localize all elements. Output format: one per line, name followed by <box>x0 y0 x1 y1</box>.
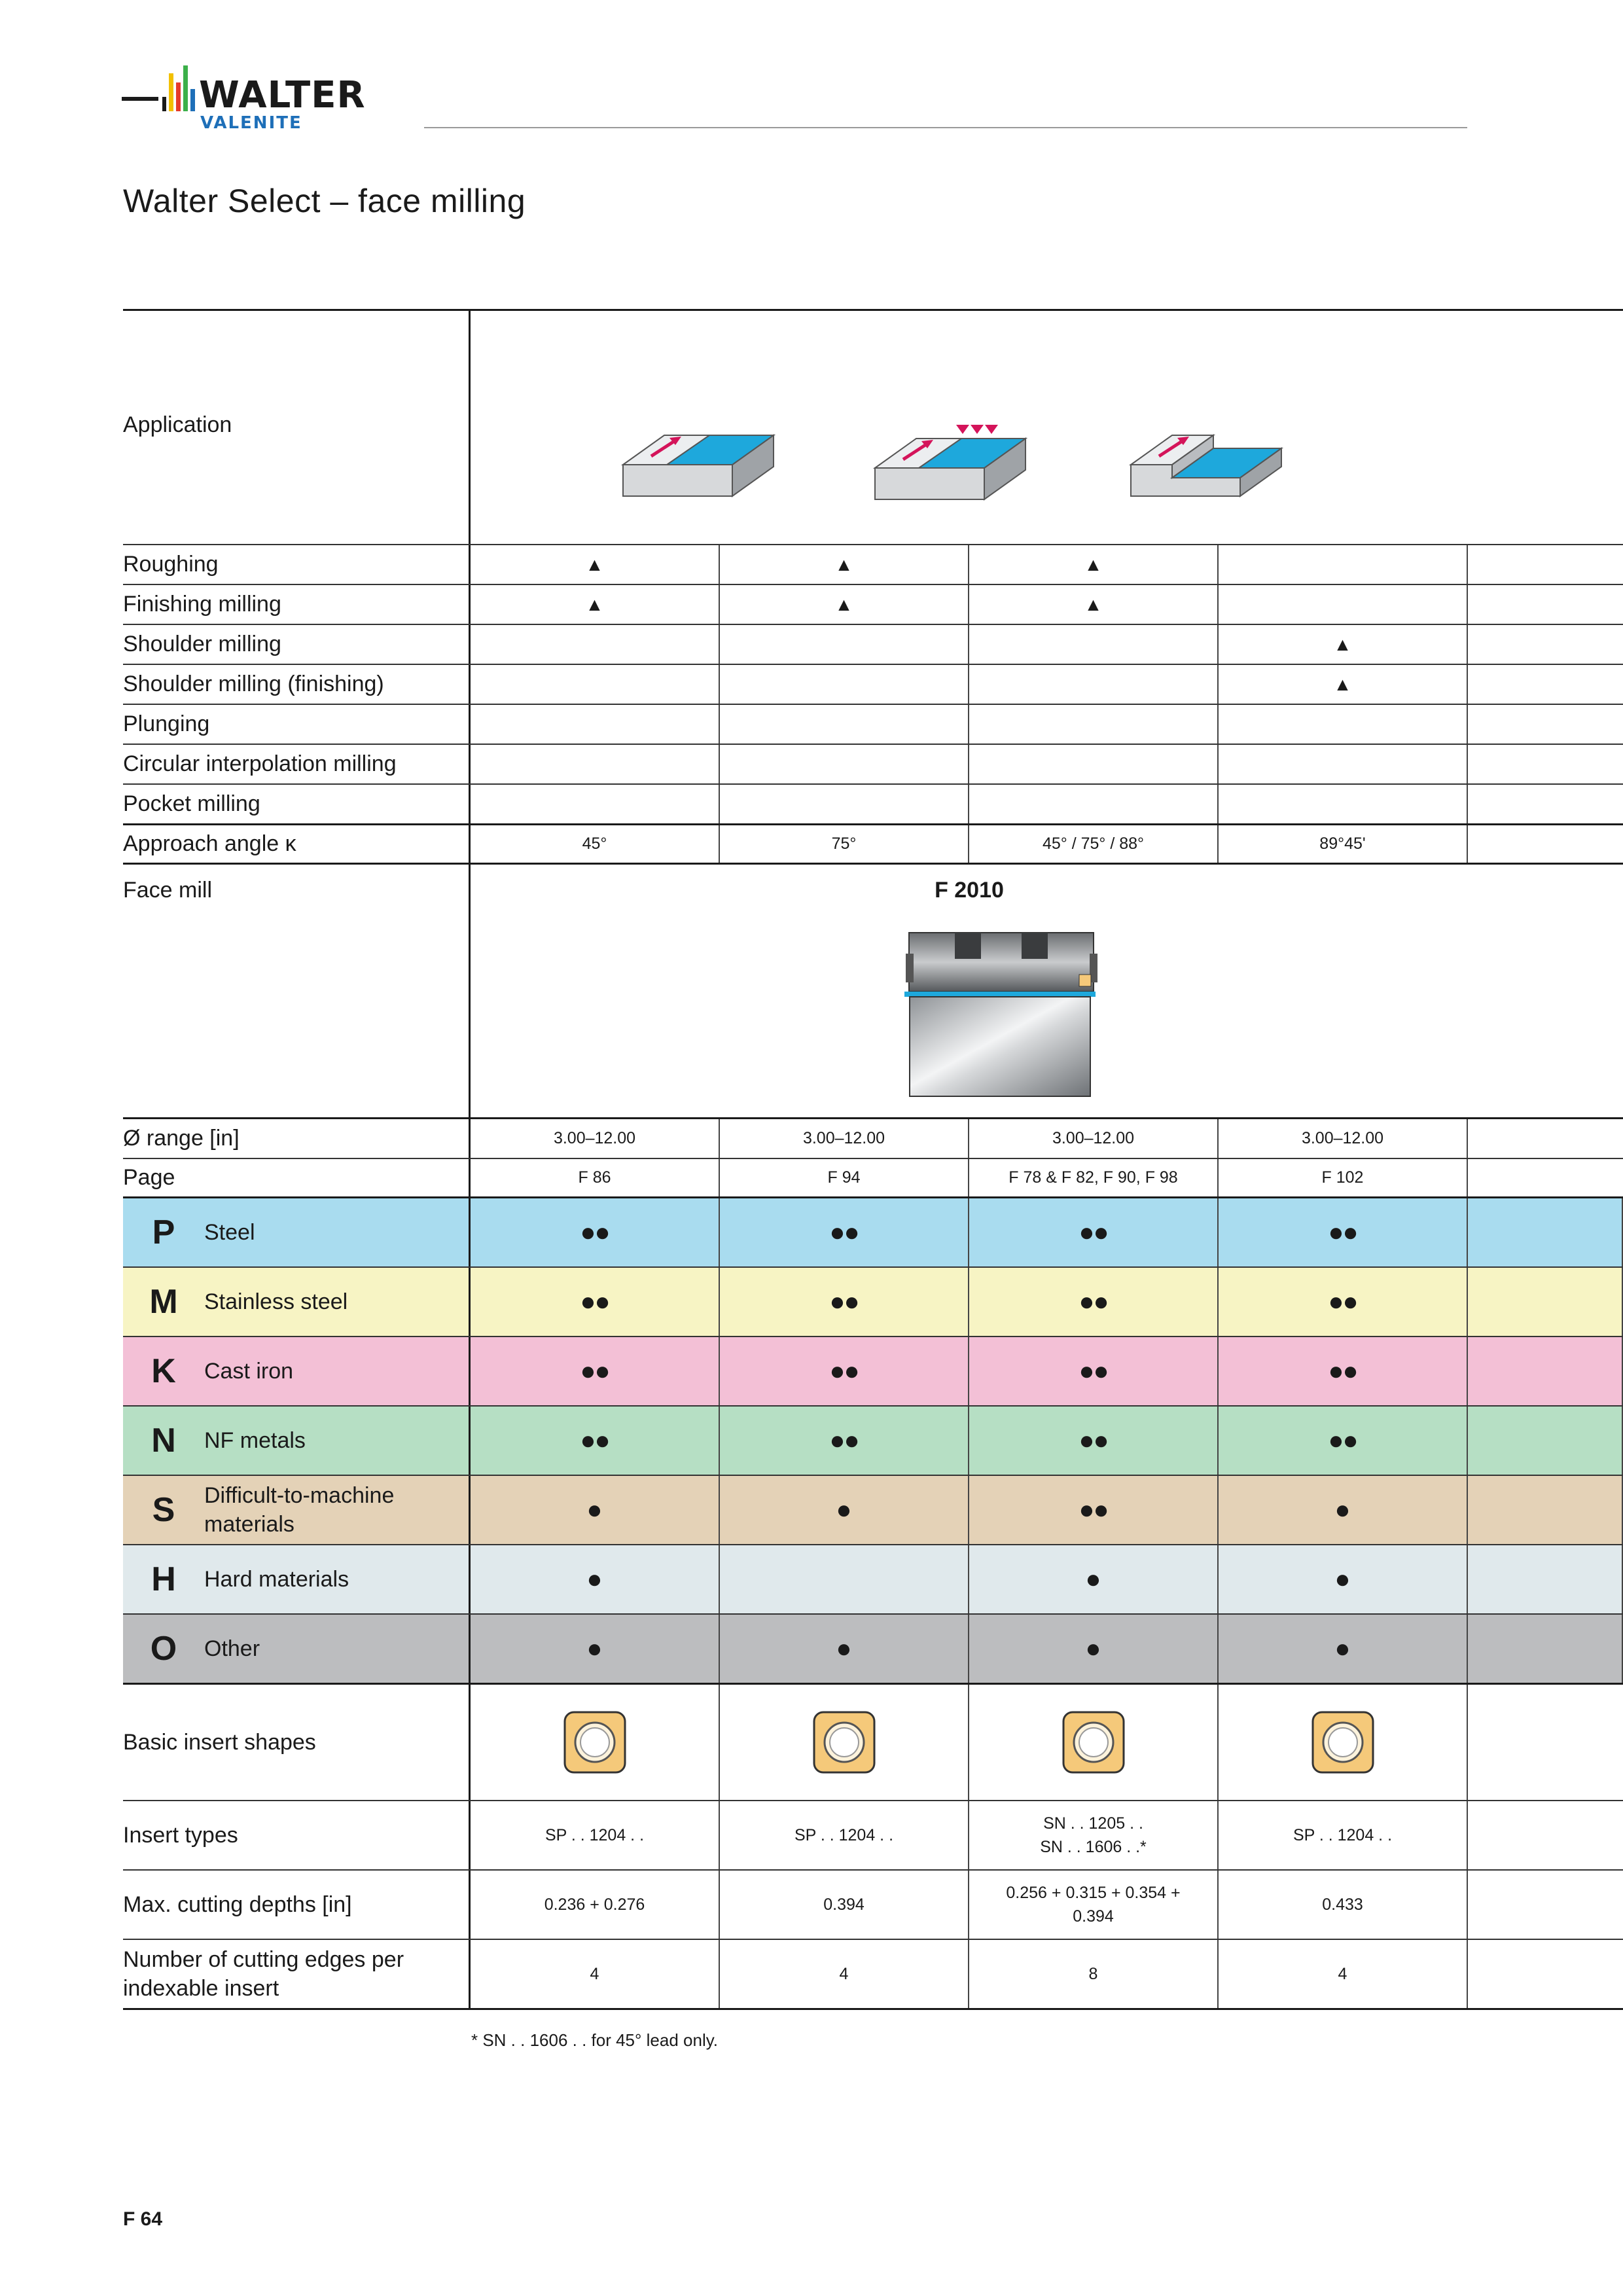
cutting-edges-row <box>123 1939 1623 2010</box>
shoulder-mark: ▲ <box>1219 625 1468 664</box>
suitability-mark <box>720 1545 969 1613</box>
insert-shape-cell <box>1219 1685 1468 1800</box>
iso-letter: K <box>151 1352 176 1390</box>
walter-valenite-logo <box>122 60 397 132</box>
suitability-mark: ● <box>471 1615 720 1683</box>
empty-cell <box>1468 785 1623 823</box>
page-ref-value: F 102 <box>1219 1159 1468 1196</box>
range-value: 3.00–12.00 <box>1219 1119 1468 1158</box>
insert-shape-cell <box>720 1685 969 1800</box>
plunging-row <box>123 704 1623 744</box>
suitability-mark: ●● <box>969 1476 1219 1544</box>
finishing-label: Finishing milling <box>123 585 471 624</box>
suitability-mark: ●● <box>720 1407 969 1475</box>
material-label <box>123 1545 471 1613</box>
shoulder-mark <box>720 625 969 664</box>
circular-label: Circular interpolation milling <box>123 745 471 783</box>
empty-cell <box>1219 745 1468 783</box>
suitability-mark: ●● <box>969 1337 1219 1405</box>
approach-angle-value: 89°45' <box>1219 825 1468 863</box>
suitability-mark: ● <box>471 1545 720 1613</box>
insert-types-label: Insert types <box>123 1801 471 1869</box>
page-ref-row <box>123 1158 1623 1196</box>
empty-cell <box>1468 545 1623 584</box>
cutting-edges-label <box>123 1940 471 2008</box>
max-depth-value: 0.394 <box>720 1871 969 1939</box>
suitability-mark: ●● <box>1219 1407 1468 1475</box>
iso-letter: P <box>152 1213 175 1251</box>
empty-cell <box>1468 1940 1623 2008</box>
application-illustrations <box>471 311 1623 544</box>
insert-shapes-label: Basic insert shapes <box>123 1685 471 1800</box>
shoulder-finishing-row <box>123 664 1623 704</box>
material-label <box>123 1476 471 1544</box>
insert-type-value: SP . . 1204 . . <box>471 1801 720 1869</box>
empty-cell <box>1468 745 1623 783</box>
shoulder-finishing-label: Shoulder milling (finishing) <box>123 665 471 704</box>
cutting-edges-value: 4 <box>720 1940 969 2008</box>
material-name: Steel <box>204 1220 255 1245</box>
application-row <box>123 309 1623 544</box>
finishing-mark: ▲ <box>969 585 1219 624</box>
empty-cell <box>969 785 1219 823</box>
max-depth-value: 0.236 + 0.276 <box>471 1871 720 1939</box>
workpiece-2-icon <box>875 425 1026 499</box>
cutting-edges-value: 4 <box>471 1940 720 2008</box>
page-ref-value: F 94 <box>720 1159 969 1196</box>
shoulder-mark <box>969 625 1219 664</box>
finishing-row <box>123 584 1623 624</box>
material-label <box>123 1615 471 1683</box>
iso-letter: O <box>150 1630 177 1668</box>
svg-text:WALTER: WALTER <box>199 74 366 117</box>
material-row-k <box>123 1336 1623 1405</box>
iso-letter: H <box>151 1560 176 1598</box>
empty-cell <box>1468 1119 1623 1158</box>
material-name: Hard materials <box>204 1567 349 1592</box>
range-label: Ø range [in] <box>123 1119 471 1158</box>
empty-cell <box>720 785 969 823</box>
material-row-p <box>123 1196 1623 1266</box>
material-row-o <box>123 1613 1623 1683</box>
selection-table <box>123 309 1623 2010</box>
suitability-mark: ● <box>720 1476 969 1544</box>
face-mill-row <box>123 863 1623 1117</box>
page-number: F 64 <box>123 2208 163 2230</box>
material-row-s <box>123 1475 1623 1544</box>
suitability-mark: ● <box>1219 1476 1468 1544</box>
max-depth-cell <box>969 1871 1219 1939</box>
max-depth-row <box>123 1869 1623 1939</box>
empty-cell <box>1468 1407 1623 1475</box>
material-name: Difficult-to-machine <box>204 1483 395 1508</box>
iso-letter: N <box>151 1422 176 1460</box>
insert-type-value: SN . . 1205 . . <box>1043 1814 1143 1833</box>
empty-cell <box>720 705 969 744</box>
range-value: 3.00–12.00 <box>471 1119 720 1158</box>
empty-cell <box>1219 785 1468 823</box>
empty-cell <box>1468 665 1623 704</box>
max-depth-value: 0.433 <box>1219 1871 1468 1939</box>
pocket-label: Pocket milling <box>123 785 471 823</box>
square-insert-icon <box>1061 1710 1126 1775</box>
empty-cell <box>1468 1268 1623 1336</box>
tool-name: F 2010 <box>935 878 1004 903</box>
suitability-mark: ●● <box>471 1337 720 1405</box>
empty-cell <box>720 745 969 783</box>
application-label: Application <box>123 311 471 544</box>
pocket-row <box>123 783 1623 823</box>
header-rule <box>424 127 1467 128</box>
empty-cell <box>1468 1159 1623 1196</box>
empty-cell <box>969 705 1219 744</box>
material-name-continued: materials <box>204 1512 294 1537</box>
empty-cell <box>1468 1801 1623 1869</box>
material-name: Stainless steel <box>204 1289 348 1314</box>
iso-letter: M <box>149 1283 178 1321</box>
range-value: 3.00–12.00 <box>969 1119 1219 1158</box>
empty-cell <box>471 745 720 783</box>
workpiece-3-icon <box>1131 435 1281 496</box>
empty-cell <box>1468 1198 1623 1266</box>
material-row-h <box>123 1544 1623 1613</box>
empty-cell <box>471 705 720 744</box>
suitability-mark: ● <box>720 1615 969 1683</box>
suitability-mark: ●● <box>720 1337 969 1405</box>
material-name: Cast iron <box>204 1359 294 1384</box>
roughing-mark: ▲ <box>720 545 969 584</box>
empty-cell <box>969 745 1219 783</box>
approach-angle-value: 75° <box>720 825 969 863</box>
shoulder-mark <box>471 625 720 664</box>
suitability-mark: ●● <box>1219 1198 1468 1266</box>
insert-type-value: SN . . 1606 . .* <box>1040 1838 1147 1856</box>
square-insert-icon <box>1310 1710 1376 1775</box>
approach-angle-row <box>123 823 1623 863</box>
cutting-edges-value: 8 <box>969 1940 1219 2008</box>
page-ref-label: Page <box>123 1159 471 1196</box>
empty-cell <box>1468 825 1623 863</box>
suitability-mark: ●● <box>720 1268 969 1336</box>
finishing-mark: ▲ <box>720 585 969 624</box>
material-name: NF metals <box>204 1428 306 1453</box>
approach-angle-label: Approach angle κ <box>123 825 471 863</box>
face-mill-label: Face mill <box>123 865 471 1117</box>
page-ref-value: F 86 <box>471 1159 720 1196</box>
suitability-mark: ●● <box>471 1268 720 1336</box>
page-ref-value: F 78 & F 82, F 90, F 98 <box>969 1159 1219 1196</box>
suitability-mark: ●● <box>1219 1268 1468 1336</box>
footnote: * SN . . 1606 . . for 45° lead only. <box>471 2030 719 2050</box>
insert-shape-cell <box>471 1685 720 1800</box>
suitability-mark: ● <box>471 1476 720 1544</box>
suitability-mark: ● <box>969 1615 1219 1683</box>
shoulder-finishing-mark: ▲ <box>1219 665 1468 704</box>
insert-shape-cell <box>969 1685 1219 1800</box>
roughing-mark: ▲ <box>969 545 1219 584</box>
shoulder-label: Shoulder milling <box>123 625 471 664</box>
finishing-mark <box>1219 585 1468 624</box>
empty-cell <box>1468 1476 1623 1544</box>
plunging-label: Plunging <box>123 705 471 744</box>
approach-angle-value: 45° <box>471 825 720 863</box>
empty-cell <box>1468 705 1623 744</box>
empty-cell <box>1468 1685 1623 1800</box>
square-insert-icon <box>812 1710 877 1775</box>
shoulder-row <box>123 624 1623 664</box>
iso-letter: S <box>152 1491 175 1529</box>
suitability-mark: ●● <box>471 1198 720 1266</box>
empty-cell <box>1468 585 1623 624</box>
shoulder-finishing-mark <box>471 665 720 704</box>
material-row-n <box>123 1405 1623 1475</box>
max-depth-value: 0.256 + 0.315 + 0.354 + <box>1006 1884 1181 1902</box>
cut-surface <box>904 992 1096 997</box>
cutting-edges-label-line2: indexable insert <box>123 1976 279 2001</box>
svg-text:VALENITE: VALENITE <box>200 113 302 132</box>
insert-shapes-row <box>123 1683 1623 1800</box>
material-label <box>123 1407 471 1475</box>
square-insert-icon <box>562 1710 628 1775</box>
empty-cell <box>1468 1615 1623 1683</box>
approach-angle-value: 45° / 75° / 88° <box>969 825 1219 863</box>
roughing-row <box>123 544 1623 584</box>
shoulder-finishing-mark <box>969 665 1219 704</box>
face-mill-illustration <box>471 865 1623 1117</box>
insert-type-value: SP . . 1204 . . <box>1219 1801 1468 1869</box>
material-name: Other <box>204 1636 260 1661</box>
face-mill-cutter-icon <box>906 933 1097 992</box>
finishing-mark: ▲ <box>471 585 720 624</box>
material-label <box>123 1198 471 1266</box>
material-label <box>123 1337 471 1405</box>
max-depth-value: 0.394 <box>1073 1907 1114 1926</box>
range-row <box>123 1117 1623 1158</box>
material-row-m <box>123 1266 1623 1336</box>
suitability-mark: ● <box>969 1545 1219 1613</box>
page-title: Walter Select – face milling <box>123 183 526 219</box>
suitability-mark: ●● <box>969 1407 1219 1475</box>
suitability-mark: ●● <box>720 1198 969 1266</box>
cutting-edges-value: 4 <box>1219 1940 1468 2008</box>
suitability-mark: ●● <box>969 1198 1219 1266</box>
empty-cell <box>471 785 720 823</box>
max-depth-label: Max. cutting depths [in] <box>123 1871 471 1939</box>
suitability-mark: ●● <box>1219 1337 1468 1405</box>
insert-type-value: SP . . 1204 . . <box>720 1801 969 1869</box>
material-label <box>123 1268 471 1336</box>
range-value: 3.00–12.00 <box>720 1119 969 1158</box>
roughing-mark: ▲ <box>471 545 720 584</box>
suitability-mark: ●● <box>969 1268 1219 1336</box>
roughing-label: Roughing <box>123 545 471 584</box>
insert-types-row <box>123 1800 1623 1869</box>
cutting-edges-label-line1: Number of cutting edges per <box>123 1947 404 1972</box>
material-name-block <box>204 1481 394 1539</box>
workpiece-1-icon <box>623 435 774 496</box>
suitability-mark: ● <box>1219 1545 1468 1613</box>
circular-row <box>123 744 1623 783</box>
empty-cell <box>1219 705 1468 744</box>
insert-type-cell <box>969 1801 1219 1869</box>
empty-cell <box>1468 1871 1623 1939</box>
empty-cell <box>1468 1337 1623 1405</box>
suitability-mark: ● <box>1219 1615 1468 1683</box>
empty-cell <box>1468 1545 1623 1613</box>
shoulder-finishing-mark <box>720 665 969 704</box>
workpiece-block-icon <box>910 997 1090 1096</box>
roughing-mark <box>1219 545 1468 584</box>
empty-cell <box>1468 625 1623 664</box>
suitability-mark: ●● <box>471 1407 720 1475</box>
